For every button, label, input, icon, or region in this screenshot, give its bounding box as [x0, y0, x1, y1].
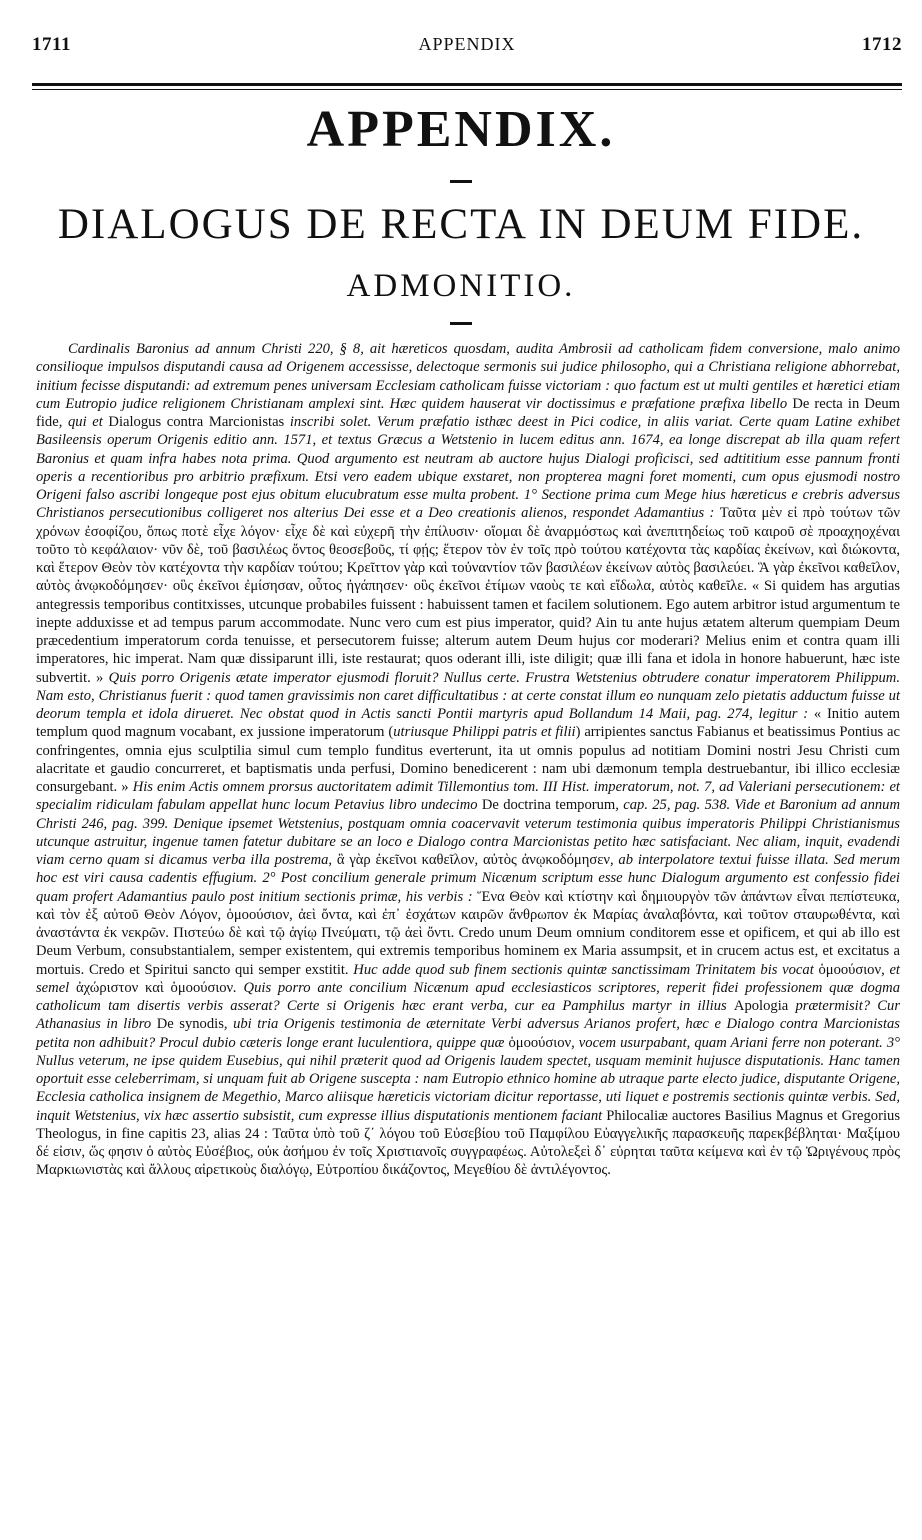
body-span: , ab interpolatore textui fuisse illata. Sed merum hoc est viri causa cadentis effugium. 2° Post concilium generale primum Nicænum scriptum esse hunc Dialogum argumento est confessio fidei quam profert Adamantius paulo post initium sectionis primæ, his verbis :: [36, 852, 900, 905]
column-number-right: 1712: [862, 34, 902, 55]
body-span: De recta in Deum fide: [36, 395, 901, 430]
admonitio-paragraph: [36, 340, 900, 1180]
body-span: , cap. 25, pag. 538. Vide et Baronium ad annum Christi 246, pag. 399. Denique ipsemet Wetstenius, postquam omnia coacervavit veterum testimonia quibus imperatoris Philippi Christianismus utcunque astruitur, ingenue tamen fatetur dubitare se an loco e Dialogo contra Marcionistas petito hæc satisfaciant. Nec aliam, inquit, evadendi viam cerno quam si dicamus verba illa postrema,: [36, 797, 900, 868]
greek-quotation: ἃ γὰρ ἐκεῖνοι καθεῖλον, αὐτὸς ἀνῳκοδόμησεν: [336, 852, 610, 868]
greek-quotation: Ἕνα Θεὸν καὶ κτίστην καὶ δημιουργὸν τῶν ἁπάντων εἶναι πεπίστευκα, καὶ τὸν ἐξ αὐτοῦ Θεὸν Λόγον, ὁμοούσιον, ἀεὶ ὄντα, καὶ ἐπ᾿ ἐσχάτων καιρῶν ἄνθρωπον ἐκ Μαρίας ἀναλαβόντα, καὶ τοῦτον σταυρωθέντα, καὶ ἀναστάντα ἐκ νεκρῶν. Πιστεύω δὲ καὶ τῷ ἁγίῳ Πνεύματι, τῷ ἀεὶ ὄντι.: [36, 888, 900, 941]
body-span: , qui et: [58, 414, 109, 430]
body-span: . Quis porro ante concilium Nicænum apud ecclesiasticos scriptores, reperit fidei professionem quæ dogma catholicum tam disertis verbis asserat? Certe si Origenis hæc erant verba, cur ea Pamphilus martyr in illius: [36, 979, 900, 1014]
body-span: « Si quidem has argutias antegressis temporibus contitxisses, utcunque probabiles fuissent : habuissent tamen et facilem solutionem. Ego autem arbitror istud argumentum te inepte adduxisse et ad tempus parum accommodate. Nunc vero cum est pius imperator, quid? Ain tu ante hujus ætatem alterum quempiam Deum præcedentium imperatorum corda tenuisse, et persecutorem fuisse; alterum autem Deum hujus cor moderari? Melius enim et contra quam illi imperatores, hic imperat. Nam quæ dissiparunt illi, iste restaurat; quos oderant illi, iste diligit; quæ illi fana et idola in honore habuerunt, hæc iste subvertit. »: [36, 578, 900, 686]
greek-word: ἀχώριστον καὶ ὁμοούσιον: [75, 979, 234, 996]
running-head: [32, 34, 902, 58]
header-rule-thick: [32, 83, 902, 86]
header-rule-thin: [32, 89, 902, 90]
body-span: Philocaliæ: [606, 1107, 668, 1124]
greek-quotation: Ταῦτα μὲν εἰ πρὸ τούτων τῶν χρόνων ἐσοφίζου, ὅπως ποτὲ εἶχε λόγον· εἶχε δὲ καὶ εὐχερῆ τὴν ἐπίλυσιν· οἴομαι δὲ ἀναρμόστως καὶ ἀνεπιτηδείως τοῦ καιροῦ σὲ προαχηοχέναι τοῦτο τὸ κεφάλαιον· νῦν δὲ, τοῦ βασιλέως ὄντος θεοσεβοῦς, τί φῄς; ἕτερον τὸν ἐν τοῖς πρὸ τούτου κατέχοντα τὰς καρδίας ἐκείνων, καὶ διώκοντα, καὶ ἕτερον Θεὸν τὸν κατέχοντα τὴν καρδίαν τούτου; Κρεῖττον γὰρ καὶ τοὐναντίον τῶν βασιλέων ἐκείνων αὐτὸς βασιλεύει. Ἃ γὰρ ἐκεῖνοι καθεῖλον, αὐτὸς ἀνῳκοδόμησεν· οὓς ἐκεῖνοι ἐμίσησαν, οὗτος ἠγάπησεν· οὓς ἐκεῖνοι ἐτίμων ναοὺς τε καὶ εἴδωλα, αὐτὸς καθεῖλε.: [36, 505, 900, 595]
section-heading: ADMONITIO.: [346, 268, 576, 304]
body-span: nam Eutropio ethnico homine ab utraque parte electo judice, disputante Origene, Ecclesia catholica insignem de Megethio, Marco aliisque hæreticis victoriam dicitur reportasse, uti liquet e postremis sectionis quintæ verbis. Sed, inquit Wetstenius, vix hæc assertio subsistit, cum expresse illius disputationis mentionem faciant: [36, 1071, 900, 1124]
body-span: prætermisit? Cur Athanasius in libro: [36, 998, 900, 1033]
title-divider: [450, 180, 472, 183]
body-span: Dialogus contra Marcionistas: [108, 414, 285, 430]
body-span: Quis porro Origenis ætate imperator ejusmodi floruit? Nullus certe. Frustra Wetstenius obtrudere conatur imperatorem Philippum. Nam esto, Christianus fuerit : quod tamen gravissimis non caret difficultatibus : at certe constat illum eo nunquam zelo pietatis adductum fuisse ut deorum templa et idola dirueret. Nec obstat quod in Actis sancti Pontii martyris apud Bollandum 14 Maii, pag. 274, legitur :: [36, 669, 900, 722]
section-divider: [450, 322, 472, 325]
body-text: [36, 340, 900, 1180]
body-span: , ubi tria Origenis testimonia de æternitate Verbi adversus Arianos profert, hæc e Dialogo contra Marcionistas petita non adhibuit? Procul dubio cæteris longe erant luculentiora, quippe quæ: [36, 1016, 900, 1051]
work-title: DIALOGUS DE RECTA IN DEUM FIDE.: [57, 201, 865, 248]
greek-word: ὁμοούσιον: [818, 961, 882, 978]
body-span: utriusque Philippi patris et filii: [393, 724, 576, 741]
running-title: APPENDIX: [418, 34, 516, 54]
body-span: auctores Basilius Magnus et Gregorius Theologus, in fine capitis 23, alias 24 :: [36, 1107, 900, 1142]
body-span: De doctrina temporum: [481, 797, 616, 814]
body-span: inscribi solet. Verum præfatio isthæc deest in Pici codice, in aliis variat. Certe quam Latine exhibet Basileensis operum Origenis editio ann. 1571, et textus Græcus a Wetstenio in lucem editus ann. 1674, ea longe discrepat ab illa quam refert Baronius et quam infra habes nota prima. Quod argumento est neutram ab auctore hujus Dialogi proficisci, sed adtititium esse pannum fronti operis a recentioribus pro arbitrio præfixum. Etsi vero eadem ubique exstaret, non propterea magni foret momenti, cum opus ejusmodi nostro Origeni falso ascribi longeque post ejus obitum elucubratum esse multa probent. 1° Sectione prima cum Mege hius hæreticus e crebris adversus Christianos persecutionibus colligeret nos alterius Dei esse et a Deo creationis alienos, respondet Adamantius :: [36, 414, 900, 522]
body-span: His enim Actis omnem prorsus auctoritatem adimit Tillemontius tom. III Hist. imperatorum, not. 7, ad Valeriani persecutionem: et specialim ridiculam fabulam appellat hunc locum Petavius libro undecimo: [36, 779, 900, 814]
page-title: APPENDIX.: [306, 101, 616, 158]
body-span: Apologia: [733, 998, 789, 1014]
body-span: ) arripientes sanctus Fabianus et beatissimus Pontius ac confringentes, omnia ejus sculptilia simul cum templo funditus everterunt, ita ut omnis populus ad notitiam Domini nostri Jesu Christi cum alacritate et gaudio concurreret, et baptismatis unda perfusi, Domino benedicerent : nam ubi dæmonum templa destruebantur, ibi illico ecclesiæ consurgebant. »: [36, 724, 901, 795]
greek-word: ὁμοούσιον: [508, 1034, 572, 1051]
column-number-left: 1711: [32, 34, 71, 55]
body-span: De synodis: [156, 1016, 224, 1033]
body-span: , vocem usurpabant, quam Ariani ferre non poterant. 3° Nullus veterum, ne ipse quidem Eusebius, qui nihil præterit quod ad Origenis laudem spectet, usquam meminit hujusce disputationis. Hanc tamen oportuit esse celeberrimam, si unquam fuit ab Origene suscepta :: [36, 1034, 900, 1087]
body-span: « Initio autem templum quod magnum vocabant, ex jussione imperatorum (: [36, 706, 900, 741]
greek-quotation: Ταῦτα ὑπὸ τοῦ ζ΄ λόγου τοῦ Εὐσεβίου τοῦ Παμφίλου Εὐαγγελικῆς παρασκευῆς παρεκβέβληται· Μαξίμου δέ εἰσιν, ὥς φησιν ὁ αὐτὸς Εὐσέβιος, οὐκ ἀσήμου ἐν τοῖς Χριστιανοῖς συγγραφέως. Αὐτολεξεὶ δ᾿ εὑρηται ταῦτα κείμενα καὶ ἐν τῷ Ὠριγένους πρὸς Μαρκιωνιστὰς καὶ ἄλλους αἱρετικοὺς διαλόγῳ, Εὐτροπίου δικάζοντος, Μεγεθίου δὲ ἀντιλέγοντος.: [36, 1125, 901, 1179]
body-span: , et semel: [36, 961, 900, 996]
body-span: Cardinalis Baronius ad annum Christi 220, § 8, ait hæreticos quosdam, audita Ambrosii ad catholicam fidem conversione, malo animo consilioque impulsos disputandi causa ad Origenem accessisse, delectoque sermonis sui judice philosopho, qui a Christiana religione abhorrebat, initium fecisse disputandi: ad extremum penes universam Ecclesiam catholicam fuisse victoriam : quo factum est ut multi gentiles et hæretici etiam cum Eutropio judice religionem Christianam amplexi sint. Hæc quidem hauserat vir doctissimus e præfatione præfixa libello: [36, 341, 900, 412]
body-span: Huc adde quod sub finem sectionis quintæ sanctissimam Trinitatem bis vocat: [353, 961, 819, 978]
body-span: Credo unum Deum omnium conditorem esse et opificem, et qui ab illo est Deum Verbum, consubstantialem, semper existentem, qui extremis temporibus hominem ex Maria assumpsit, et in crucem actus est, et excitatus a mortuis. Credo et Spiritui sancto qui semper exstitit.: [36, 925, 900, 978]
